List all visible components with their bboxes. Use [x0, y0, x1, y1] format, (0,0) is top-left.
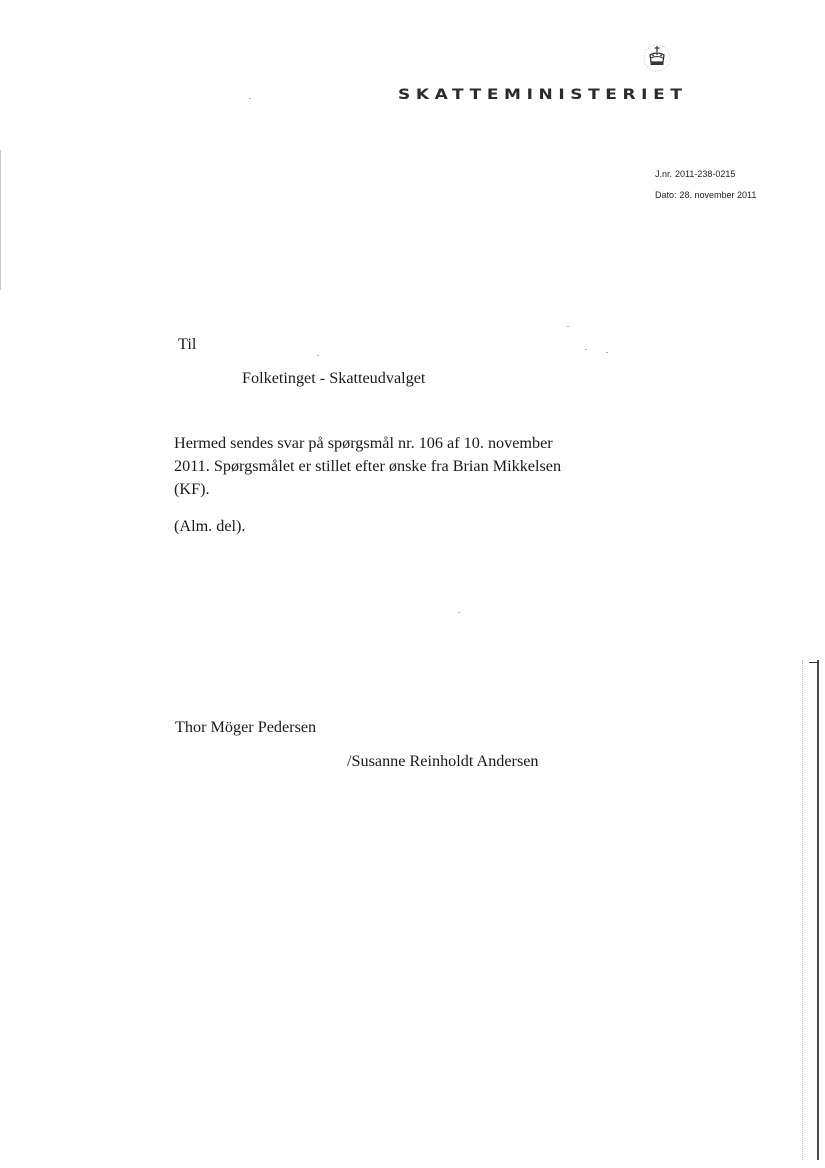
letter-date [655, 190, 756, 200]
signature-primary: Thor Möger Pedersen [175, 718, 317, 736]
signature-secondary: /Susanne Reinholdt Andersen [347, 752, 539, 770]
scan-speck [458, 612, 460, 613]
crown-emblem-icon [642, 43, 672, 73]
scan-speck [317, 355, 319, 356]
scan-speck [249, 98, 251, 99]
note: (Alm. del). [174, 517, 246, 535]
body-line: (KF). [174, 480, 210, 498]
salutation: Til [178, 335, 197, 353]
letter-date-label: Dato: [655, 190, 677, 200]
journal-number-value: 2011-238-0215 [675, 169, 736, 179]
scan-speck [567, 326, 569, 327]
scan-speck [606, 352, 608, 353]
body-line: 2011. Spørgsmålet er stillet efter ønske fra Brian Mikkelsen [174, 457, 562, 475]
body-paragraph [174, 432, 594, 501]
scan-speck [585, 349, 587, 350]
recipient: Folketinget - Skatteudvalget [242, 369, 426, 387]
journal-number-label: J.nr. [655, 169, 673, 179]
body-line: Hermed sendes svar på spørgsmål nr. 106 af 10. november [174, 434, 553, 452]
letter-date-value: 28. november 2011 [679, 190, 757, 200]
journal-number [655, 169, 735, 179]
scan-edge-right [802, 660, 819, 1160]
scan-edge-left [0, 150, 3, 290]
ministry-name: SKATTEMINISTERIET [398, 86, 688, 103]
